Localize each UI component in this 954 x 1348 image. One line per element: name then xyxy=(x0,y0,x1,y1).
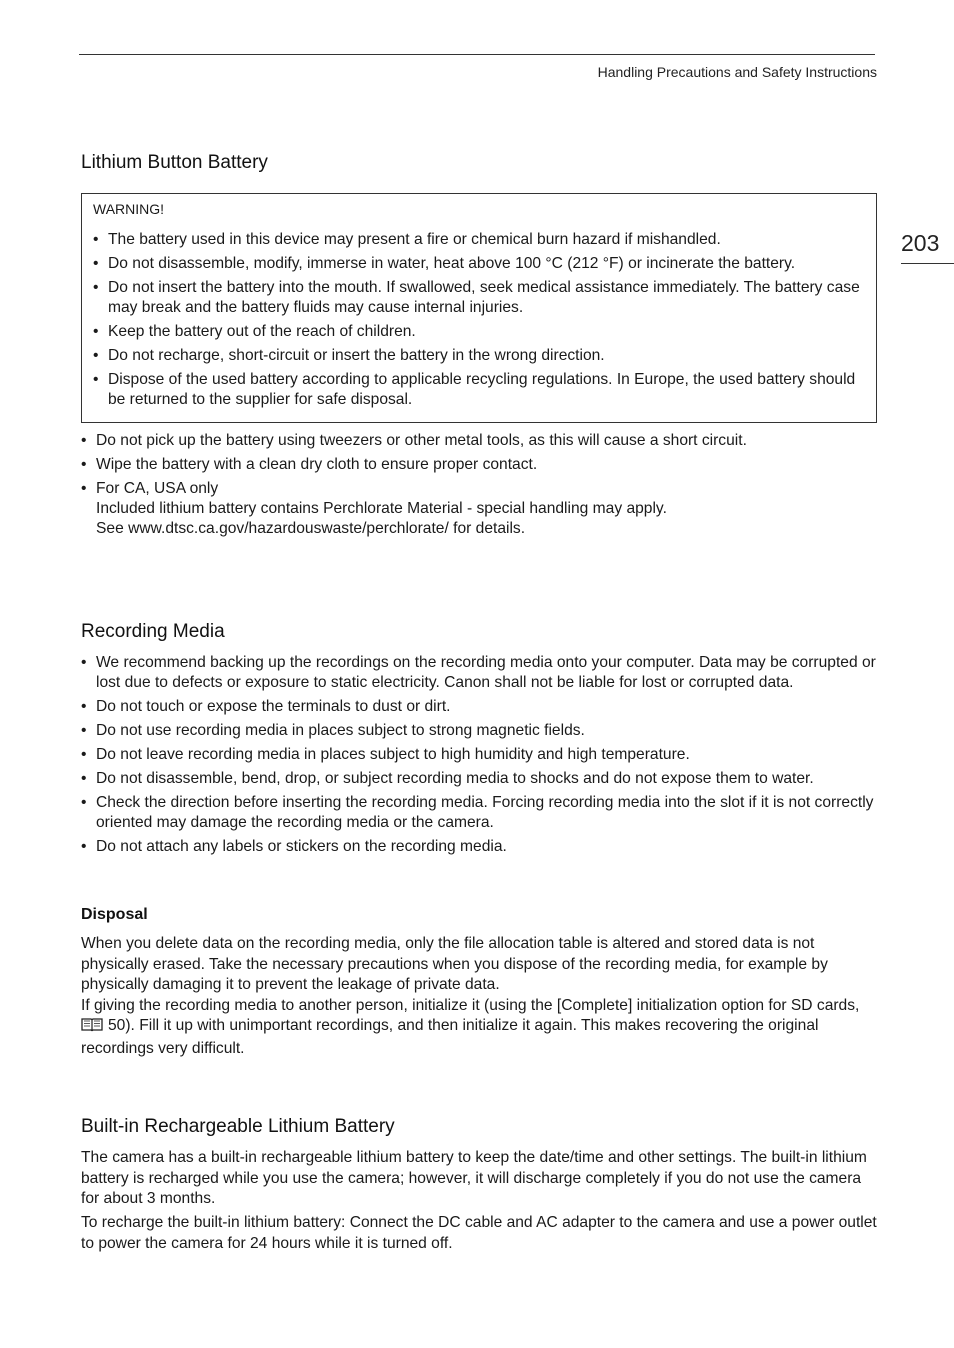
header-rule xyxy=(79,54,875,55)
warning-item: • Do not disassemble, modify, immerse in water, heat above 100 °C (212 °F) or incinerate the battery. xyxy=(93,254,868,274)
warning-item: • Keep the battery out of the reach of children. xyxy=(93,322,868,342)
book-icon xyxy=(81,1017,103,1039)
warning-item: • The battery used in this device may present a fire or chemical burn hazard if mishandled. xyxy=(93,230,868,250)
list-item: • Do not attach any labels or stickers on the recording media. xyxy=(81,837,881,857)
list-item: • Check the direction before inserting the recording media. Forcing recording media into the slot if it is not correctly oriented may damage the recording media or the camera. xyxy=(81,793,881,833)
page-number: 203 xyxy=(901,230,940,256)
recording-media-list xyxy=(81,653,881,857)
disposal-text: When you delete data on the recording media, only the file allocation table is altered and stored data is not physically erased. Take the necessary precautions when you dispose of the recording media, for example by physically damaging it to prevent the leakage of private data. xyxy=(81,935,828,993)
warning-label: WARNING! xyxy=(93,201,165,217)
running-header: Handling Precautions and Safety Instructions xyxy=(597,64,877,80)
subsection-title-disposal: Disposal xyxy=(81,906,148,923)
list-item: • Do not leave recording media in places subject to high humidity and high temperature. xyxy=(81,745,881,765)
section-title-lithium-button-battery: Lithium Button Battery xyxy=(81,152,268,173)
list-item: • Do not use recording media in places subject to strong magnetic fields. xyxy=(81,721,881,741)
recharge-instructions xyxy=(81,1213,881,1254)
section-title-recording-media: Recording Media xyxy=(81,621,225,642)
list-item: • Do not pick up the battery using tweezers or other metal tools, as this will cause a short circuit. xyxy=(81,431,881,451)
warning-item: • Do not recharge, short-circuit or insert the battery in the wrong direction. xyxy=(93,346,868,366)
page-number-rule xyxy=(901,263,954,264)
warning-item: • Dispose of the used battery according to applicable recycling regulations. In Europe, the used battery should be returned to the supplier for safe disposal. xyxy=(93,370,868,410)
ca-notice-link-line: See www.dtsc.ca.gov/hazardouswaste/perchlorate/ for details. xyxy=(96,520,526,537)
warning-box xyxy=(81,193,877,423)
disposal-paragraph xyxy=(81,934,881,1059)
warning-list xyxy=(93,230,868,410)
disposal-text: 50). Fill it up with unimportant recordings, and then initialize it again. This makes recovering the original recordings very difficult. xyxy=(81,1017,819,1057)
ca-notice-line: Included lithium battery contains Perchlorate Material - special handling may apply. xyxy=(96,500,667,517)
list-item: • Do not touch or expose the terminals to dust or dirt. xyxy=(81,697,881,717)
warning-item: • Do not insert the battery into the mouth. If swallowed, seek medical assistance immediately. The battery case may break and the battery fluids may cause internal injuries. xyxy=(93,278,868,318)
list-item: • Wipe the battery with a clean dry cloth to ensure proper contact. xyxy=(81,455,881,475)
list-item: • Do not disassemble, bend, drop, or subject recording media to shocks and do not expose them to water. xyxy=(81,769,881,789)
list-item-ca-notice xyxy=(81,479,881,539)
recharge-text: Connect the DC cable and AC adapter to the camera and use a power outlet to power the camera for 24 hours while it is turned off. xyxy=(81,1214,877,1252)
section-title-built-in-battery: Built-in Rechargeable Lithium Battery xyxy=(81,1116,395,1137)
list-item: • We recommend backing up the recordings on the recording media onto your computer. Data may be corrupted or lost due to defects or exposure to static electricity. Canon shall not be liable for lost or corrupted data. xyxy=(81,653,881,693)
recharge-label: To recharge the built-in lithium battery: xyxy=(81,1214,346,1231)
lithium-button-list xyxy=(81,431,881,539)
disposal-text: If giving the recording media to another person, initialize it (using the [Complete] initialization option for SD cards, xyxy=(81,996,860,1014)
built-in-battery-paragraph: The camera has a built-in rechargeable lithium battery to keep the date/time and other settings. The built-in lithium battery is recharged while you use the camera; however, it will discharge completely if you do not use the camera for about 3 months. xyxy=(81,1149,867,1207)
ca-notice-heading: For CA, USA only xyxy=(96,480,219,497)
